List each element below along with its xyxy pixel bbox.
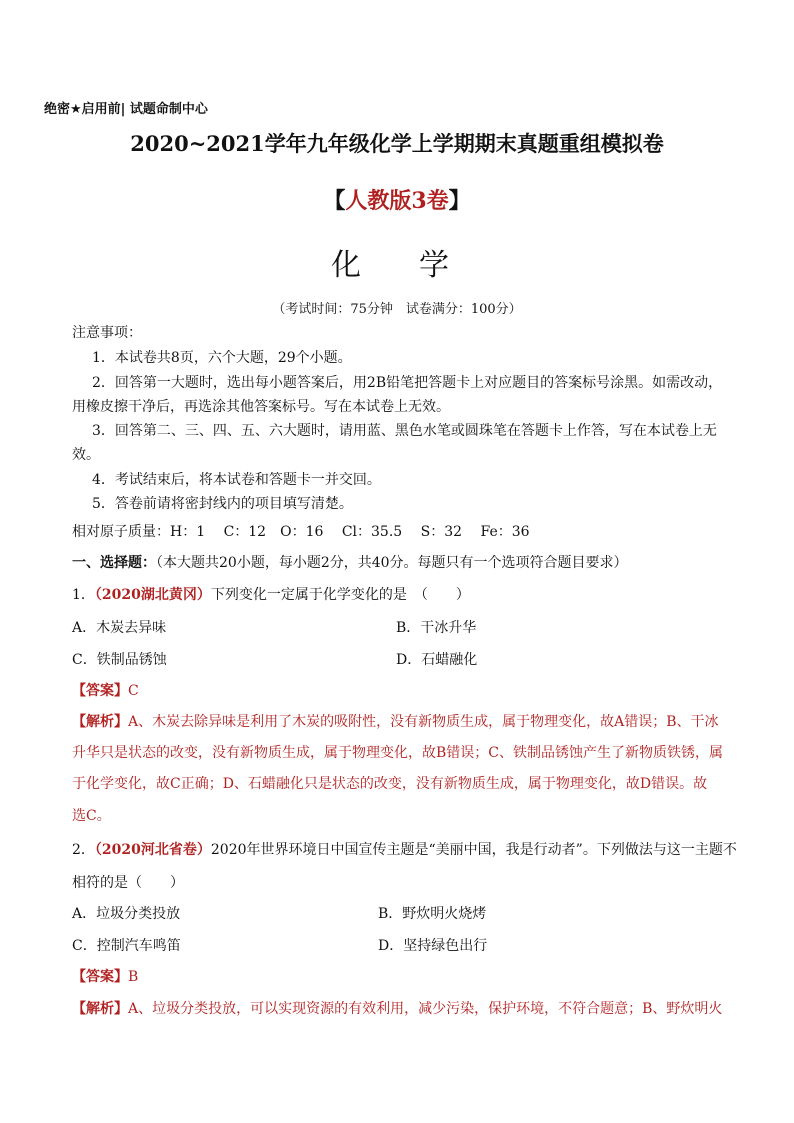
q1-option-c: C．铁制品锈蚀	[72, 652, 167, 668]
q2-analysis-text-1: A、垃圾分类投放，可以实现资源的有效利用，减少污染，保护环境，不符合题意；B、野炊明火	[128, 1001, 723, 1017]
question-2-text-2: 相符的是（ ）	[72, 875, 184, 891]
q2-answer	[72, 966, 138, 986]
confidential-tag: 绝密★启用前| 试题命制中心	[44, 102, 208, 117]
note-item-3: 3．回答第二、三、四、五、六大题时，请用蓝、黑色水笔或圆珠笔在答题卡上作答，写在本试卷上无	[92, 423, 717, 439]
edition-label	[0, 184, 794, 215]
question-2-number: 2．	[72, 842, 95, 858]
q2-option-b: B．野炊明火烧烤	[378, 906, 487, 922]
subject-title: 化 学	[331, 248, 463, 283]
q1-answer-label: 【答案】	[72, 683, 128, 699]
atomic-masses: 相对原子质量：H：1 C：12 O：16 Cl：35.5 S：32 Fe：36	[72, 524, 530, 540]
q2-analysis-line-1	[72, 998, 722, 1018]
note-item-3-cont: 效。	[72, 447, 100, 463]
q1-analysis-text-1: A、木炭去除异味是利用了木炭的吸附性，没有新物质生成，属于物理变化，故A错误；B、干冰	[128, 714, 719, 730]
question-2-text-1: 2020年世界环境日中国宣传主题是“美丽中国，我是行动者”。下列做法与这一主题不	[210, 842, 737, 858]
edition-name: 人教版3卷	[345, 188, 449, 214]
q1-option-b: B．干冰升华	[396, 620, 477, 636]
question-1-number: 1．	[72, 587, 95, 603]
section-1-desc: （本大题共20小题，每小题2分，共40分。每题只有一个选项符合题目要求）	[156, 555, 628, 571]
edition-bracket-close: 】	[448, 188, 471, 214]
q1-analysis-line-3: 于化学变化，故C正确；D、石蜡融化只是状态的改变，没有新物质生成，属于物理变化，故D错误。故	[72, 776, 708, 792]
q2-analysis-label: 【解析】	[72, 1001, 128, 1017]
exam-time-info: （考试时间：75分钟 试卷满分：100分）	[272, 302, 522, 317]
q1-option-a: A．木炭去异味	[72, 620, 167, 636]
question-1-stem	[72, 584, 470, 604]
note-item-2-cont: 用橡皮擦干净后，再选涂其他答案标号。写在本试卷上无效。	[72, 399, 450, 415]
question-1-text: 下列变化一定属于化学变化的是 （ ）	[210, 587, 470, 603]
q2-option-a: A．垃圾分类投放	[72, 906, 181, 922]
note-item-1: 1．本试卷共8页，六个大题，29个小题。	[92, 350, 352, 366]
question-2-source: （2020河北省卷）	[94, 842, 211, 858]
note-item-5: 5．答卷前请将密封线内的项目填写清楚。	[92, 496, 353, 512]
q1-analysis-label: 【解析】	[72, 714, 128, 730]
q1-analysis-line-4: 选C。	[72, 808, 111, 824]
q1-answer	[72, 680, 139, 700]
question-1-source: （2020湖北黄冈）	[94, 587, 211, 603]
note-item-4: 4．考试结束后，将本试卷和答题卡一并交回。	[92, 472, 381, 488]
note-item-2: 2．回答第一大题时，选出每小题答案后，用2B铅笔把答题卡上对应题目的答案标号涂黑。如需改动，	[92, 375, 723, 391]
q2-answer-label: 【答案】	[72, 969, 128, 985]
section-1-heading	[72, 552, 628, 572]
edition-bracket-open: 【	[323, 188, 346, 214]
q1-analysis-line-1	[72, 711, 719, 731]
section-1-title: 一、选择题：	[72, 555, 156, 571]
q2-option-c: C．控制汽车鸣笛	[72, 938, 181, 954]
q1-option-d: D．石蜡融化	[396, 652, 478, 668]
notes-heading: 注意事项：	[72, 325, 142, 341]
q2-answer-value: B	[128, 969, 139, 985]
exam-title: 2020~2021学年九年级化学上学期期末真题重组模拟卷	[130, 131, 664, 156]
q1-analysis-line-2: 升华只是状态的改变，没有新物质生成，属于物理变化，故B错误；C、铁制品锈蚀产生了新物质铁锈，属	[72, 745, 723, 761]
question-2-stem	[72, 839, 737, 859]
q1-answer-value: C	[128, 683, 139, 699]
q2-option-d: D．坚持绿色出行	[378, 938, 488, 954]
